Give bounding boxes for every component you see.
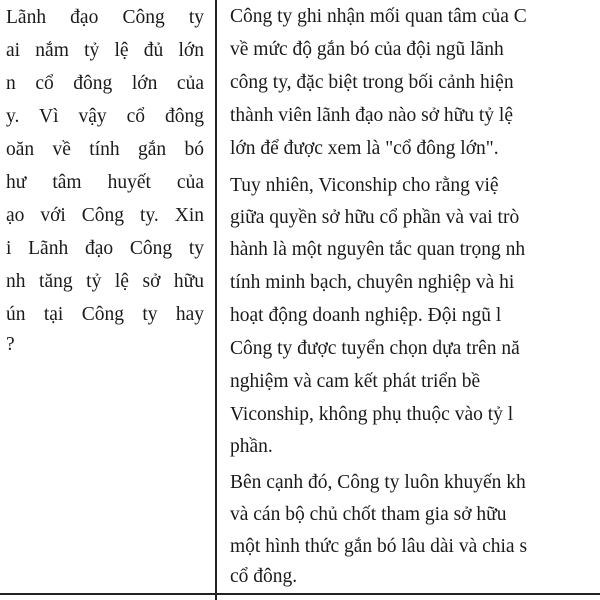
answer-column (218, 0, 600, 600)
answer-line: Công ty được tuyển chọn dựa trên nă (230, 338, 520, 359)
question-line: nh tăng tỷ lệ sở hữu (6, 271, 204, 292)
answer-line: hành là một nguyên tắc quan trọng nh (230, 239, 526, 260)
question-line: ún tại Công ty hay (6, 304, 204, 325)
answer-line: thành viên lãnh đạo nào sở hữu tỷ lệ (230, 105, 513, 126)
answer-line: và cán bộ chủ chốt tham gia sở hữu (230, 504, 507, 525)
question-line: ạo với Công ty. Xin (6, 205, 204, 226)
answer-line: hoạt động doanh nghiệp. Đội ngũ l (230, 305, 502, 326)
answer-line: giữa quyền sở hữu cổ phần và vai trò (230, 207, 520, 228)
answer-line: về mức độ gắn bó của đội ngũ lãnh (230, 39, 504, 60)
answer-line: một hình thức gắn bó lâu dài và chia s (230, 536, 528, 557)
answer-line: tính minh bạch, chuyên nghiệp và hi (230, 272, 515, 293)
question-line: i Lãnh đạo Công ty (6, 238, 204, 259)
question-line: Lãnh đạo Công ty (6, 7, 204, 28)
answer-line: Viconship, không phụ thuộc vào tỷ l (230, 404, 514, 425)
question-line: n cổ đông lớn của (6, 73, 204, 94)
question-line: ai nắm tỷ lệ đủ lớn (6, 40, 204, 61)
question-line: oăn về tính gắn bó (6, 139, 204, 160)
answer-line: Bên cạnh đó, Công ty luôn khuyến kh (230, 472, 526, 493)
answer-line: nghiệm và cam kết phát triển bề (230, 371, 481, 392)
answer-line: lớn để được xem là "cổ đông lớn". (230, 138, 499, 159)
column-divider (215, 0, 217, 600)
question-line: y. Vì vậy cổ đông (6, 106, 204, 127)
table-bottom-border (0, 593, 600, 595)
answer-line: phần. (230, 436, 273, 457)
answer-line: Tuy nhiên, Viconship cho rằng việ (230, 175, 499, 196)
question-line: hư tâm huyết của (6, 172, 204, 193)
question-line: ? (6, 334, 15, 355)
answer-line: cổ đông. (230, 566, 298, 587)
question-column (0, 0, 216, 600)
answer-line: công ty, đặc biệt trong bối cảnh hiện (230, 72, 514, 93)
answer-line: Công ty ghi nhận mối quan tâm của C (230, 6, 527, 27)
